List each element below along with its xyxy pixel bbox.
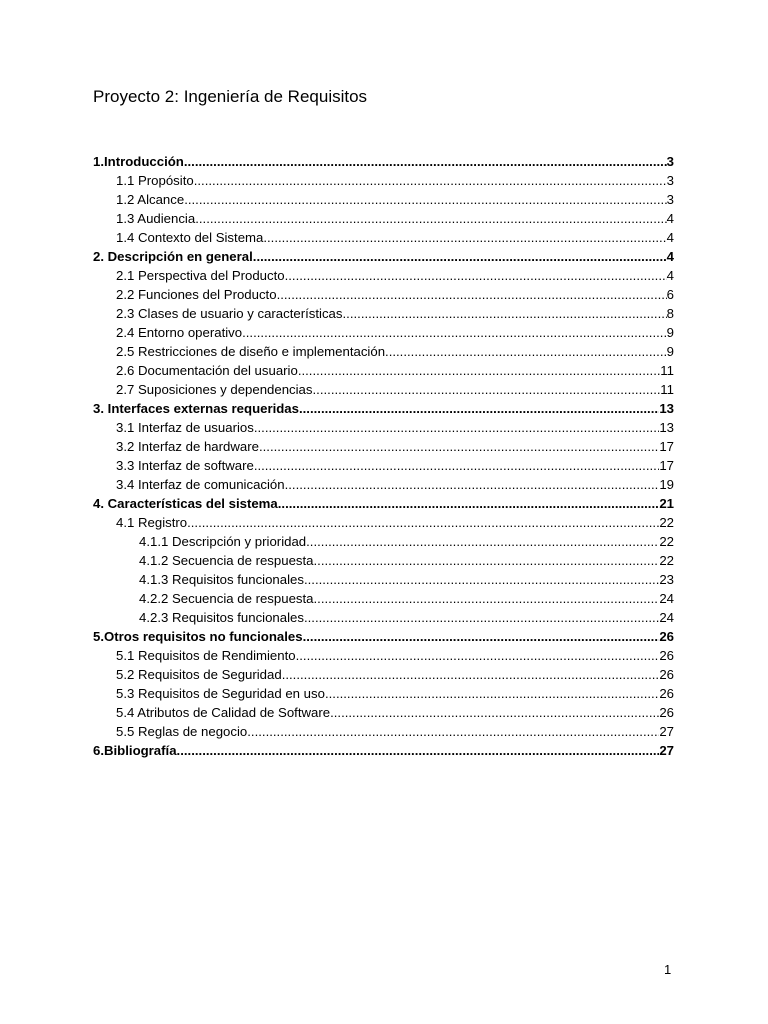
toc-dot-leader: [343, 304, 667, 323]
toc-dot-leader: [254, 418, 660, 437]
toc-entry[interactable]: [93, 152, 674, 171]
toc-entry-page: 11: [660, 363, 674, 378]
toc-entry-page: 9: [666, 325, 674, 340]
toc-dot-leader: [184, 152, 667, 171]
toc-entry-page: 3: [666, 173, 674, 188]
toc-entry[interactable]: [93, 285, 674, 304]
toc-entry[interactable]: [93, 532, 674, 551]
toc-entry-page: 23: [659, 572, 674, 587]
toc-entry[interactable]: [93, 703, 674, 722]
toc-entry-page: 4: [666, 249, 674, 264]
toc-entry-label: 4.1.3 Requisitos funcionales: [139, 572, 304, 587]
toc-entry-label: 2. Descripción en general: [93, 249, 253, 264]
toc-dot-leader: [325, 684, 659, 703]
toc-entry[interactable]: [93, 228, 674, 247]
toc-dot-leader: [263, 228, 666, 247]
toc-entry-page: 27: [659, 724, 674, 739]
toc-dot-leader: [282, 665, 660, 684]
toc-entry-label: 5.2 Requisitos de Seguridad: [116, 667, 282, 682]
toc-dot-leader: [254, 456, 660, 475]
toc-entry-label: 1.3 Audiencia: [116, 211, 196, 226]
toc-entry-label: 5.5 Reglas de negocio: [116, 724, 248, 739]
toc-entry[interactable]: [93, 418, 674, 437]
toc-entry-label: 3.1 Interfaz de usuarios: [116, 420, 254, 435]
toc-dot-leader: [313, 380, 661, 399]
toc-entry-page: 4: [666, 268, 674, 283]
toc-entry[interactable]: [93, 171, 674, 190]
toc-entry-label: 4.1 Registro: [116, 515, 188, 530]
table-of-contents: [93, 152, 674, 760]
toc-dot-leader: [278, 494, 660, 513]
toc-entry-page: 24: [659, 610, 674, 625]
toc-entry-page: 11: [660, 382, 674, 397]
toc-dot-leader: [242, 323, 667, 342]
toc-entry[interactable]: [93, 266, 674, 285]
toc-entry-page: 8: [666, 306, 674, 321]
toc-entry-label: 2.2 Funciones del Producto: [116, 287, 277, 302]
toc-entry-label: 4. Características del sistema: [93, 496, 278, 511]
toc-entry-label: 1.1 Propósito: [116, 173, 194, 188]
toc-entry-label: 3.2 Interfaz de hardware: [116, 439, 259, 454]
toc-entry-page: 22: [659, 515, 674, 530]
toc-entry-label: 3.4 Interfaz de comunicación: [116, 477, 285, 492]
toc-entry-label: 2.6 Documentación del usuario: [116, 363, 298, 378]
toc-entry[interactable]: [93, 551, 674, 570]
toc-entry-label: 1.2 Alcance: [116, 192, 185, 207]
toc-entry-page: 19: [659, 477, 674, 492]
toc-entry-page: 17: [659, 458, 674, 473]
toc-entry-page: 13: [659, 401, 674, 416]
toc-entry-page: 22: [659, 553, 674, 568]
toc-entry-page: 9: [666, 344, 674, 359]
toc-dot-leader: [195, 209, 666, 228]
toc-entry[interactable]: [93, 304, 674, 323]
toc-dot-leader: [296, 646, 660, 665]
toc-entry[interactable]: [93, 722, 674, 741]
toc-entry-label: 4.1.2 Secuencia de respuesta: [139, 553, 314, 568]
toc-entry[interactable]: [93, 380, 674, 399]
toc-dot-leader: [303, 627, 660, 646]
page-number: 1: [664, 962, 672, 977]
toc-entry-page: 22: [659, 534, 674, 549]
toc-dot-leader: [298, 361, 660, 380]
toc-dot-leader: [277, 285, 667, 304]
toc-entry[interactable]: [93, 247, 674, 266]
toc-entry-page: 4: [666, 230, 674, 245]
toc-entry-label: 2.4 Entorno operativo: [116, 325, 243, 340]
toc-entry[interactable]: [93, 323, 674, 342]
toc-entry-page: 17: [659, 439, 674, 454]
toc-dot-leader: [187, 513, 659, 532]
toc-entry-label: 2.1 Perspectiva del Producto: [116, 268, 285, 283]
toc-entry-label: 4.1.1 Descripción y prioridad: [139, 534, 307, 549]
toc-dot-leader: [299, 399, 659, 418]
toc-entry-page: 13: [659, 420, 674, 435]
toc-entry[interactable]: [93, 684, 674, 703]
toc-entry[interactable]: [93, 570, 674, 589]
toc-entry[interactable]: [93, 494, 674, 513]
toc-entry-label: 3. Interfaces externas requeridas: [93, 401, 299, 416]
toc-dot-leader: [285, 475, 660, 494]
toc-entry-page: 27: [659, 743, 674, 758]
toc-entry-page: 26: [659, 648, 674, 663]
toc-entry[interactable]: [93, 437, 674, 456]
toc-entry-label: 5.Otros requisitos no funcionales: [93, 629, 303, 644]
toc-entry-page: 3: [666, 192, 674, 207]
toc-dot-leader: [285, 266, 667, 285]
toc-dot-leader: [330, 703, 659, 722]
toc-entry[interactable]: [93, 475, 674, 494]
toc-entry[interactable]: [93, 665, 674, 684]
toc-entry-page: 26: [659, 667, 674, 682]
toc-entry-page: 21: [659, 496, 674, 511]
document-title: Proyecto 2: Ingeniería de Requisitos: [93, 87, 368, 106]
toc-entry[interactable]: [93, 209, 674, 228]
toc-dot-leader: [259, 437, 659, 456]
toc-entry[interactable]: [93, 399, 674, 418]
toc-entry[interactable]: [93, 589, 674, 608]
toc-dot-leader: [304, 570, 659, 589]
toc-dot-leader: [194, 171, 667, 190]
toc-entry-label: 4.2.3 Requisitos funcionales: [139, 610, 304, 625]
toc-dot-leader: [247, 722, 659, 741]
toc-dot-leader: [184, 190, 666, 209]
toc-entry-label: 5.4 Atributos de Calidad de Software: [116, 705, 331, 720]
toc-entry-label: 5.1 Requisitos de Rendimiento: [116, 648, 296, 663]
toc-entry[interactable]: [93, 361, 674, 380]
toc-dot-leader: [177, 741, 660, 760]
toc-entry-label: 3.3 Interfaz de software: [116, 458, 254, 473]
toc-dot-leader: [306, 532, 659, 551]
toc-dot-leader: [314, 551, 660, 570]
toc-entry-label: 2.3 Clases de usuario y características: [116, 306, 343, 321]
toc-entry[interactable]: [93, 342, 674, 361]
toc-entry[interactable]: [93, 456, 674, 475]
toc-entry-label: 1.4 Contexto del Sistema: [116, 230, 264, 245]
toc-entry-label: 4.2.2 Secuencia de respuesta: [139, 591, 314, 606]
toc-dot-leader: [314, 589, 660, 608]
toc-entry-label: 1.Introducción: [93, 154, 184, 169]
toc-entry-page: 3: [666, 154, 674, 169]
toc-entry-page: 26: [659, 705, 674, 720]
toc-dot-leader: [304, 608, 659, 627]
toc-entry[interactable]: [93, 741, 674, 760]
toc-entry[interactable]: [93, 627, 674, 646]
toc-dot-leader: [253, 247, 667, 266]
toc-entry-label: 2.5 Restricciones de diseño e implementación: [116, 344, 386, 359]
toc-entry[interactable]: [93, 646, 674, 665]
toc-entry-label: 5.3 Requisitos de Seguridad en uso: [116, 686, 325, 701]
toc-entry-label: 6.Bibliografía: [93, 743, 177, 758]
toc-entry[interactable]: [93, 513, 674, 532]
toc-entry-label: 2.7 Suposiciones y dependencias: [116, 382, 313, 397]
toc-entry[interactable]: [93, 190, 674, 209]
toc-entry-page: 26: [659, 629, 674, 644]
toc-entry[interactable]: [93, 608, 674, 627]
toc-dot-leader: [385, 342, 667, 361]
toc-entry-page: 4: [666, 211, 674, 226]
toc-entry-page: 26: [659, 686, 674, 701]
toc-entry-page: 6: [666, 287, 674, 302]
toc-entry-page: 24: [659, 591, 674, 606]
